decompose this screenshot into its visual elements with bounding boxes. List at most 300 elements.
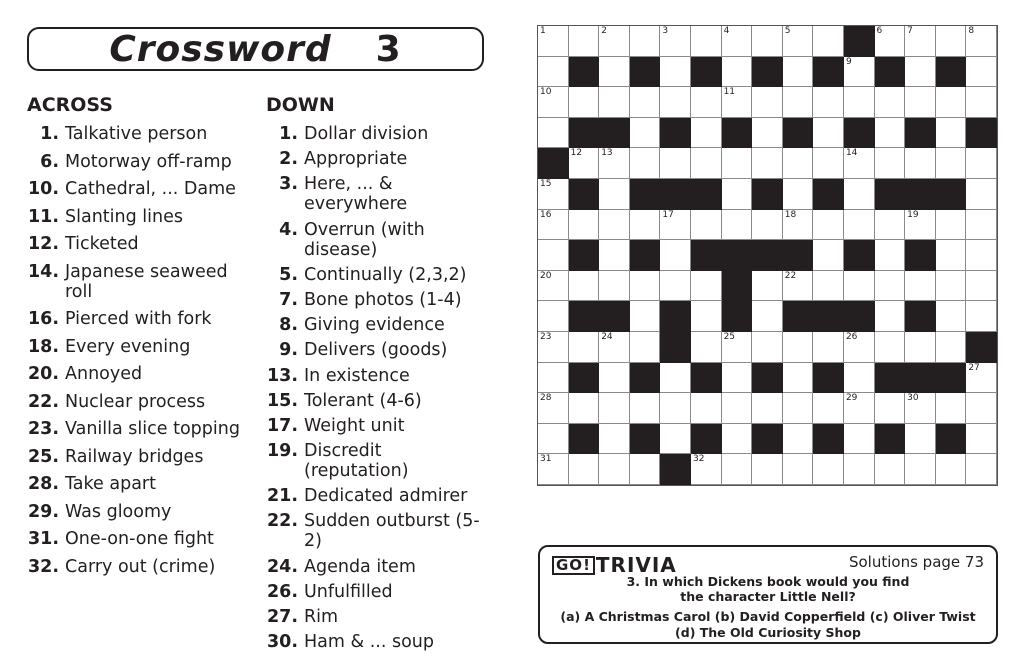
grid-cell[interactable]: [844, 271, 875, 302]
grid-cell[interactable]: [630, 271, 661, 302]
clue-text: Railway bridges: [65, 446, 204, 467]
crossword-grid: [537, 25, 998, 486]
grid-cell[interactable]: [660, 26, 691, 57]
grid-cell[interactable]: [660, 57, 691, 88]
grid-cell[interactable]: [660, 148, 691, 179]
cell-number: 29: [845, 393, 858, 404]
grid-cell[interactable]: [936, 301, 967, 332]
grid-cell[interactable]: [936, 240, 967, 271]
grid-cell[interactable]: [660, 424, 691, 455]
grid-cell[interactable]: [722, 454, 753, 485]
grid-cell-black: [599, 301, 630, 332]
grid-cell[interactable]: [813, 240, 844, 271]
grid-cell[interactable]: [875, 210, 906, 241]
clue-text: In existence: [304, 365, 410, 386]
cell-number: 2: [601, 26, 607, 36]
cell-number: 32: [692, 454, 705, 465]
cell-number: 11: [723, 87, 736, 98]
grid-cell[interactable]: [569, 454, 600, 485]
grid-cell[interactable]: [905, 424, 936, 455]
across-clue: [27, 392, 252, 412]
grid-cell[interactable]: [691, 393, 722, 424]
grid-cell-black: [875, 363, 906, 394]
clue-number: 20.: [27, 364, 59, 384]
grid-cell[interactable]: [783, 148, 814, 179]
grid-cell[interactable]: [844, 393, 875, 424]
grid-cell[interactable]: [599, 424, 630, 455]
clue-text: Take apart: [65, 474, 156, 494]
grid-cell[interactable]: [538, 87, 569, 118]
grid-cell[interactable]: [630, 210, 661, 241]
down-clue: [266, 220, 486, 260]
grid-cell[interactable]: [875, 26, 906, 57]
grid-cell[interactable]: [905, 210, 936, 241]
grid-cell[interactable]: [630, 148, 661, 179]
grid-cell[interactable]: [813, 210, 844, 241]
grid-cell[interactable]: [630, 454, 661, 485]
grid-cell[interactable]: [630, 118, 661, 149]
grid-cell[interactable]: [783, 424, 814, 455]
grid-cell[interactable]: [569, 393, 600, 424]
clue-text: Pierced with fork: [65, 309, 212, 329]
grid-cell[interactable]: [660, 363, 691, 394]
grid-cell[interactable]: [966, 240, 997, 271]
clue-number: 18.: [27, 336, 59, 357]
grid-cell[interactable]: [538, 332, 569, 363]
grid-cell[interactable]: [844, 210, 875, 241]
grid-cell[interactable]: [722, 332, 753, 363]
grid-cell[interactable]: [905, 26, 936, 57]
grid-cell[interactable]: [813, 332, 844, 363]
cell-number: 9: [845, 56, 852, 67]
down-clue: [266, 557, 486, 577]
grid-cell[interactable]: [691, 332, 722, 363]
grid-cell-black: [936, 179, 967, 210]
grid-cell[interactable]: [691, 454, 722, 485]
grid-cell[interactable]: [538, 57, 569, 88]
grid-cell[interactable]: [569, 271, 600, 302]
grid-cell[interactable]: [660, 87, 691, 118]
grid-cell[interactable]: [966, 26, 997, 57]
across-clue: [27, 557, 252, 577]
cell-number: 30: [907, 393, 919, 404]
grid-cell[interactable]: [538, 118, 569, 149]
grid-cell[interactable]: [538, 240, 569, 271]
grid-cell[interactable]: [599, 271, 630, 302]
trivia-word: TRIVIA: [595, 553, 677, 577]
clue-number: 7.: [279, 289, 298, 310]
grid-cell-black: [722, 271, 753, 302]
grid-cell-black: [569, 424, 600, 455]
grid-cell[interactable]: [813, 393, 844, 424]
grid-cell-black: [783, 240, 814, 271]
grid-cell[interactable]: [569, 26, 600, 57]
cell-number: 5: [784, 26, 791, 36]
clue-text: Appropriate: [304, 149, 408, 170]
grid-cell-black: [569, 363, 600, 394]
grid-cell[interactable]: [569, 87, 600, 118]
trivia-question-line1: 3. In which Dickens book would you find: [626, 574, 910, 589]
grid-cell[interactable]: [966, 148, 997, 179]
grid-cell[interactable]: [691, 271, 722, 302]
grid-cell[interactable]: [752, 87, 783, 118]
grid-cell-black: [844, 118, 875, 149]
grid-cell[interactable]: [752, 148, 783, 179]
grid-cell[interactable]: [722, 424, 753, 455]
grid-cell-black: [691, 424, 722, 455]
grid-cell[interactable]: [599, 179, 630, 210]
clue-text: Japanese seaweed roll: [65, 261, 228, 302]
grid-cell[interactable]: [905, 454, 936, 485]
cell-number: 22: [784, 270, 797, 281]
grid-cell[interactable]: [630, 26, 661, 57]
clue-number: 27.: [266, 607, 298, 627]
grid-cell[interactable]: [813, 454, 844, 485]
clue-number: 26.: [266, 581, 298, 602]
grid-cell[interactable]: [660, 240, 691, 271]
cell-number: 24: [601, 331, 613, 342]
grid-cell[interactable]: [844, 454, 875, 485]
grid-cell[interactable]: [569, 210, 600, 241]
grid-cell-black: [813, 57, 844, 88]
grid-cell-black: [660, 301, 691, 332]
grid-cell[interactable]: [813, 26, 844, 57]
grid-cell[interactable]: [936, 118, 967, 149]
grid-cell[interactable]: [722, 87, 753, 118]
grid-cell[interactable]: [813, 271, 844, 302]
grid-cell[interactable]: [660, 210, 691, 241]
grid-cell[interactable]: [936, 210, 967, 241]
grid-cell[interactable]: [875, 301, 906, 332]
grid-cell[interactable]: [630, 332, 661, 363]
cell-number: 26: [845, 331, 858, 342]
across-clue: [27, 447, 252, 467]
across-clue: [27, 152, 252, 172]
trivia-options-line1: (a) A Christmas Carol (b) David Copperfield (c) Oliver Twist: [560, 609, 976, 624]
grid-cell-black: [722, 118, 753, 149]
clue-number: 3.: [279, 174, 298, 195]
cell-number: 13: [601, 148, 613, 159]
grid-cell[interactable]: [722, 363, 753, 394]
grid-cell[interactable]: [660, 393, 691, 424]
cell-number: 23: [540, 331, 552, 342]
grid-cell[interactable]: [630, 87, 661, 118]
grid-cell[interactable]: [691, 210, 722, 241]
grid-cell[interactable]: [936, 87, 967, 118]
grid-cell[interactable]: [966, 57, 997, 88]
clue-number: 6.: [40, 151, 59, 172]
grid-cell[interactable]: [966, 210, 997, 241]
clue-number: 16.: [27, 309, 59, 329]
grid-cell[interactable]: [936, 271, 967, 302]
grid-cell[interactable]: [844, 424, 875, 455]
grid-cell[interactable]: [538, 179, 569, 210]
cell-number: 19: [907, 209, 919, 220]
clue-number: 4.: [279, 219, 298, 240]
cell-number: 1: [540, 26, 546, 36]
down-clue: [266, 265, 486, 285]
grid-cell[interactable]: [905, 57, 936, 88]
across-clue-list: [27, 124, 252, 584]
grid-cell[interactable]: [905, 148, 936, 179]
across-clue: [27, 207, 252, 227]
grid-cell[interactable]: [875, 332, 906, 363]
grid-cell[interactable]: [599, 393, 630, 424]
grid-cell[interactable]: [630, 301, 661, 332]
across-clue: [27, 262, 252, 302]
grid-cell[interactable]: [722, 179, 753, 210]
grid-cell[interactable]: [538, 301, 569, 332]
grid-cell[interactable]: [538, 363, 569, 394]
grid-cell[interactable]: [844, 363, 875, 394]
clue-number: 21.: [266, 486, 298, 507]
grid-cell[interactable]: [569, 332, 600, 363]
grid-cell[interactable]: [936, 148, 967, 179]
clue-number: 13.: [266, 365, 298, 386]
grid-cell[interactable]: [936, 393, 967, 424]
grid-cell[interactable]: [905, 87, 936, 118]
grid-cell[interactable]: [783, 87, 814, 118]
cell-number: 15: [540, 178, 552, 189]
grid-cell[interactable]: [783, 454, 814, 485]
grid-cell[interactable]: [691, 301, 722, 332]
grid-cell[interactable]: [599, 57, 630, 88]
grid-cell[interactable]: [660, 271, 691, 302]
grid-cell[interactable]: [936, 454, 967, 485]
grid-cell[interactable]: [722, 393, 753, 424]
grid-cell-black: [569, 240, 600, 271]
grid-cell-black: [905, 179, 936, 210]
grid-cell[interactable]: [599, 332, 630, 363]
clue-number: 5.: [279, 264, 298, 285]
clue-text: Was gloomy: [65, 501, 172, 522]
grid-cell[interactable]: [722, 210, 753, 241]
down-heading: DOWN: [266, 94, 335, 116]
cell-number: 16: [540, 209, 552, 220]
grid-cell-black: [569, 118, 600, 149]
clue-text: Vanilla slice topping: [65, 419, 240, 439]
down-clue: [266, 632, 486, 652]
grid-cell-black: [752, 363, 783, 394]
trivia-question-line2: the character Little Nell?: [680, 589, 856, 604]
grid-cell[interactable]: [966, 87, 997, 118]
grid-cell[interactable]: [599, 240, 630, 271]
grid-cell-black: [569, 301, 600, 332]
grid-cell[interactable]: [783, 271, 814, 302]
trivia-options-line2: (d) The Old Curiosity Shop: [675, 625, 861, 640]
grid-cell[interactable]: [691, 148, 722, 179]
grid-cell[interactable]: [599, 148, 630, 179]
title-word: Crossword: [109, 28, 332, 70]
grid-cell-black: [630, 424, 661, 455]
grid-cell-black: [691, 240, 722, 271]
grid-cell-black: [905, 240, 936, 271]
grid-cell[interactable]: [538, 210, 569, 241]
grid-cell-black: [783, 118, 814, 149]
grid-cell[interactable]: [875, 271, 906, 302]
grid-cell[interactable]: [966, 301, 997, 332]
cell-number: 27: [968, 362, 980, 373]
grid-cell[interactable]: [905, 332, 936, 363]
grid-cell-black: [813, 363, 844, 394]
grid-cell[interactable]: [752, 301, 783, 332]
grid-cell[interactable]: [783, 332, 814, 363]
grid-cell[interactable]: [599, 210, 630, 241]
grid-cell[interactable]: [599, 87, 630, 118]
grid-cell[interactable]: [966, 454, 997, 485]
grid-cell[interactable]: [813, 118, 844, 149]
clue-text: Rim: [304, 607, 339, 627]
clue-number: 22.: [266, 511, 298, 532]
grid-cell[interactable]: [722, 57, 753, 88]
grid-cell[interactable]: [844, 179, 875, 210]
grid-cell[interactable]: [783, 393, 814, 424]
grid-cell-black: [966, 118, 997, 149]
grid-cell[interactable]: [966, 271, 997, 302]
grid-cell[interactable]: [722, 148, 753, 179]
grid-cell[interactable]: [538, 393, 569, 424]
cell-number: 21: [723, 270, 736, 281]
grid-cell-black: [569, 179, 600, 210]
grid-cell[interactable]: [752, 454, 783, 485]
across-clue: [27, 529, 252, 549]
grid-cell[interactable]: [538, 454, 569, 485]
grid-cell[interactable]: [783, 363, 814, 394]
page-title: [27, 27, 484, 71]
clue-number: 11.: [27, 206, 59, 227]
clue-number: 1.: [40, 124, 59, 144]
cell-number: 6: [876, 26, 883, 36]
grid-cell[interactable]: [752, 26, 783, 57]
cell-number: 10: [540, 87, 552, 98]
grid-cell[interactable]: [905, 393, 936, 424]
grid-cell-black: [844, 301, 875, 332]
grid-cell[interactable]: [752, 271, 783, 302]
across-clue: [27, 234, 252, 254]
grid-cell-black: [752, 57, 783, 88]
grid-cell-black: [660, 454, 691, 485]
grid-cell[interactable]: [783, 57, 814, 88]
grid-cell[interactable]: [844, 332, 875, 363]
grid-cell[interactable]: [813, 148, 844, 179]
clue-text: Dollar division: [304, 124, 429, 144]
grid-cell[interactable]: [599, 363, 630, 394]
grid-cell[interactable]: [569, 148, 600, 179]
grid-cell[interactable]: [875, 454, 906, 485]
grid-cell[interactable]: [844, 148, 875, 179]
grid-cell-black: [630, 57, 661, 88]
down-clue-list: [266, 124, 486, 657]
grid-cell-black: [569, 57, 600, 88]
clue-text: Unfulfilled: [304, 581, 393, 602]
cell-number: 12: [570, 148, 583, 159]
grid-cell[interactable]: [752, 332, 783, 363]
grid-cell[interactable]: [630, 393, 661, 424]
grid-cell-black: [722, 240, 753, 271]
grid-cell[interactable]: [813, 87, 844, 118]
grid-cell[interactable]: [875, 393, 906, 424]
grid-cell[interactable]: [936, 332, 967, 363]
grid-cell-black: [844, 26, 875, 57]
clue-text: Annoyed: [65, 364, 143, 384]
down-clue: [266, 486, 486, 506]
grid-cell-black: [936, 363, 967, 394]
across-clue: [27, 419, 252, 439]
grid-cell-black: [630, 240, 661, 271]
clue-number: 23.: [27, 419, 59, 439]
grid-cell[interactable]: [875, 118, 906, 149]
clue-text: Sudden outburst (5-2): [304, 511, 480, 552]
down-clue: [266, 416, 486, 436]
across-clue: [27, 124, 252, 144]
cell-number: 14: [845, 148, 858, 159]
grid-cell[interactable]: [905, 271, 936, 302]
grid-cell[interactable]: [538, 271, 569, 302]
grid-cell[interactable]: [752, 210, 783, 241]
clue-text: Nuclear process: [65, 391, 206, 412]
cell-number: 18: [784, 209, 797, 220]
grid-cell-black: [722, 301, 753, 332]
grid-cell-black: [691, 57, 722, 88]
clue-text: Carry out (crime): [65, 556, 216, 577]
clue-text: Continually (2,3,2): [304, 264, 467, 285]
grid-cell[interactable]: [783, 26, 814, 57]
grid-cell[interactable]: [966, 393, 997, 424]
grid-cell[interactable]: [538, 26, 569, 57]
down-clue: [266, 340, 486, 360]
clue-text: Weight unit: [304, 415, 405, 436]
clue-number: 12.: [27, 234, 59, 254]
grid-cell[interactable]: [936, 26, 967, 57]
down-clue: [266, 149, 486, 169]
grid-cell[interactable]: [691, 26, 722, 57]
cell-number: 31: [540, 454, 552, 465]
grid-cell[interactable]: [844, 57, 875, 88]
clue-number: 29.: [27, 501, 59, 522]
across-clue: [27, 364, 252, 384]
grid-cell[interactable]: [752, 393, 783, 424]
across-heading: ACROSS: [27, 94, 113, 116]
grid-cell[interactable]: [691, 118, 722, 149]
clue-text: Tolerant (4-6): [304, 390, 422, 411]
grid-cell[interactable]: [875, 87, 906, 118]
grid-cell[interactable]: [691, 87, 722, 118]
grid-cell-black: [752, 179, 783, 210]
clue-number: 31.: [27, 529, 59, 549]
grid-cell[interactable]: [966, 363, 997, 394]
grid-cell[interactable]: [875, 240, 906, 271]
grid-cell[interactable]: [722, 26, 753, 57]
grid-cell[interactable]: [783, 179, 814, 210]
title-number: 3: [375, 28, 402, 70]
grid-cell[interactable]: [875, 148, 906, 179]
grid-cell[interactable]: [966, 179, 997, 210]
grid-cell-black: [752, 240, 783, 271]
grid-cell[interactable]: [783, 210, 814, 241]
clue-number: 30.: [266, 632, 298, 653]
grid-cell[interactable]: [599, 26, 630, 57]
grid-cell[interactable]: [752, 118, 783, 149]
grid-cell[interactable]: [844, 87, 875, 118]
grid-cell[interactable]: [599, 454, 630, 485]
clue-text: Agenda item: [304, 556, 416, 577]
grid-cell-black: [936, 57, 967, 88]
grid-cell-black: [691, 363, 722, 394]
grid-cell[interactable]: [538, 424, 569, 455]
grid-cell-black: [875, 179, 906, 210]
clue-number: 28.: [27, 474, 59, 494]
grid-cell[interactable]: [966, 424, 997, 455]
